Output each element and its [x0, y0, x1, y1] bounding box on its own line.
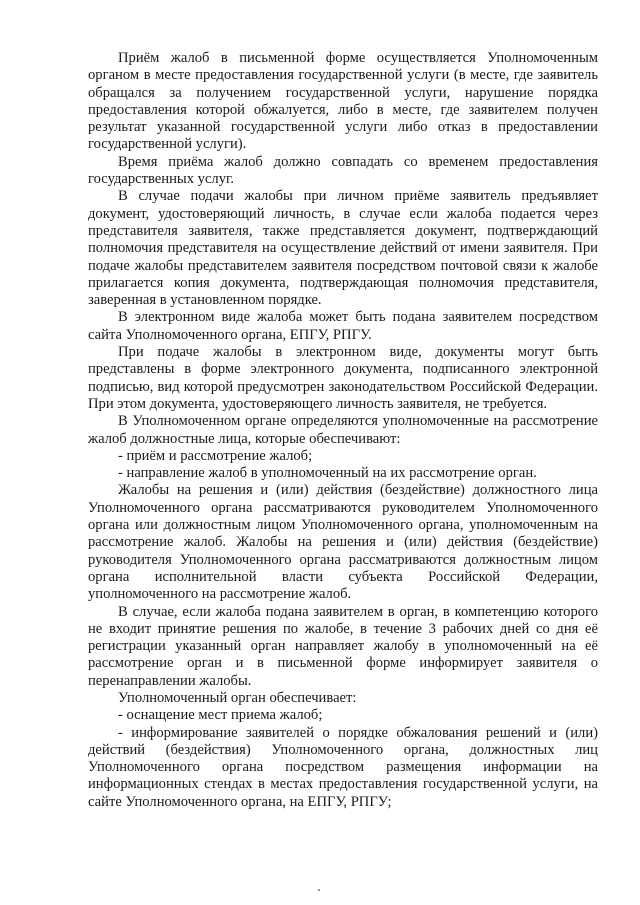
scan-speck	[318, 889, 320, 891]
paragraph-reception-time: Время приёма жалоб должно совпадать со временем предоставления государственных услуг.	[88, 153, 598, 188]
paragraph-authority-provides: Уполномоченный орган обеспечивает:	[118, 689, 357, 706]
paragraph-authorized-officials: В Уполномоченном органе определяются уполномоченные на рассмотрение жалоб должностные лица, которые обеспечивают:	[88, 413, 598, 447]
list-item-equipment: - оснащение мест приема жалоб;	[118, 707, 323, 724]
list-item-forwarding: - направление жалоб в уполномоченный на их рассмотрение орган.	[118, 465, 537, 482]
paragraph-electronic-submission: В электронном виде жалоба может быть подана заявителем посредством сайта Уполномоченного органа, ЕПГУ, РПГУ.	[88, 309, 598, 343]
paragraph-personal-submission: В случае подачи жалобы при личном приёме заявитель предъявляет документ, удостоверяющий личность, в случае если жалоба подается через представителя заявителя, также представляется документ, подтверждающий полномочия представителя на осуществление действий от имени заявителя. При подаче жалобы представителем заявителя посредством почтовой связи к жалобе прилагается копия документа, подтверждающая полномочия представителя, заверенная в установленном порядке.	[88, 188, 598, 309]
paragraph-complaint-review: Жалобы на решения и (или) действия (бездействие) должностного лица Уполномоченного органа рассматриваются руководителем Уполномоченного органа или должностным лицом Уполномоченного органа, уполномоченным на рассмотрение жалоб. Жалобы на решения и (или) действия (бездействие) руководителя Уполномоченного органа рассматриваются должностным лицом органа исполнительной власти субъекта Российской Федерации, уполномоченного на рассмотрение жалоб.	[88, 482, 598, 603]
paragraph-electronic-documents: При подаче жалобы в электронном виде, документы могут быть представлены в форме электронного документа, подписанного электронной подписью, вид которой предусмотрен законодательством Российской Федерации. При этом документа, удостоверяющего личность заявителя, не требуется.	[88, 344, 598, 412]
paragraph-misdirected-complaint: В случае, если жалоба подана заявителем в орган, в компетенцию которого не входит принятие решения по жалобе, в течение 3 рабочих дней со дня её регистрации указанный орган направляет жалобу в уполномоченный на её рассмотрение орган и в письменной форме информирует заявителя о перенаправлении жалобы.	[88, 603, 598, 689]
list-item-acceptance: - приём и рассмотрение жалоб;	[118, 447, 313, 464]
list-item-informing: - информирование заявителей о порядке обжалования решений и (или) действий (бездействия) Уполномоченного органа, должностных лиц Уполномоченного органа посредством размещения информации на информационных стендах в местах предоставления государственной услуги, на сайте Уполномоченного органа, на ЕПГУ, РПГУ;	[88, 724, 598, 810]
document-body	[88, 50, 598, 811]
paragraph-complaint-acceptance: Приём жалоб в письменной форме осуществляется Уполномоченным органом в месте предоставления государственной услуги (в месте, где заявитель обращался за получением государственной услуги, нарушение порядка предоставления которой обжалуется, либо в месте, где заявителем получен результат указанной государственной услуги либо отказ в предоставлении государственной услуги).	[88, 50, 598, 153]
